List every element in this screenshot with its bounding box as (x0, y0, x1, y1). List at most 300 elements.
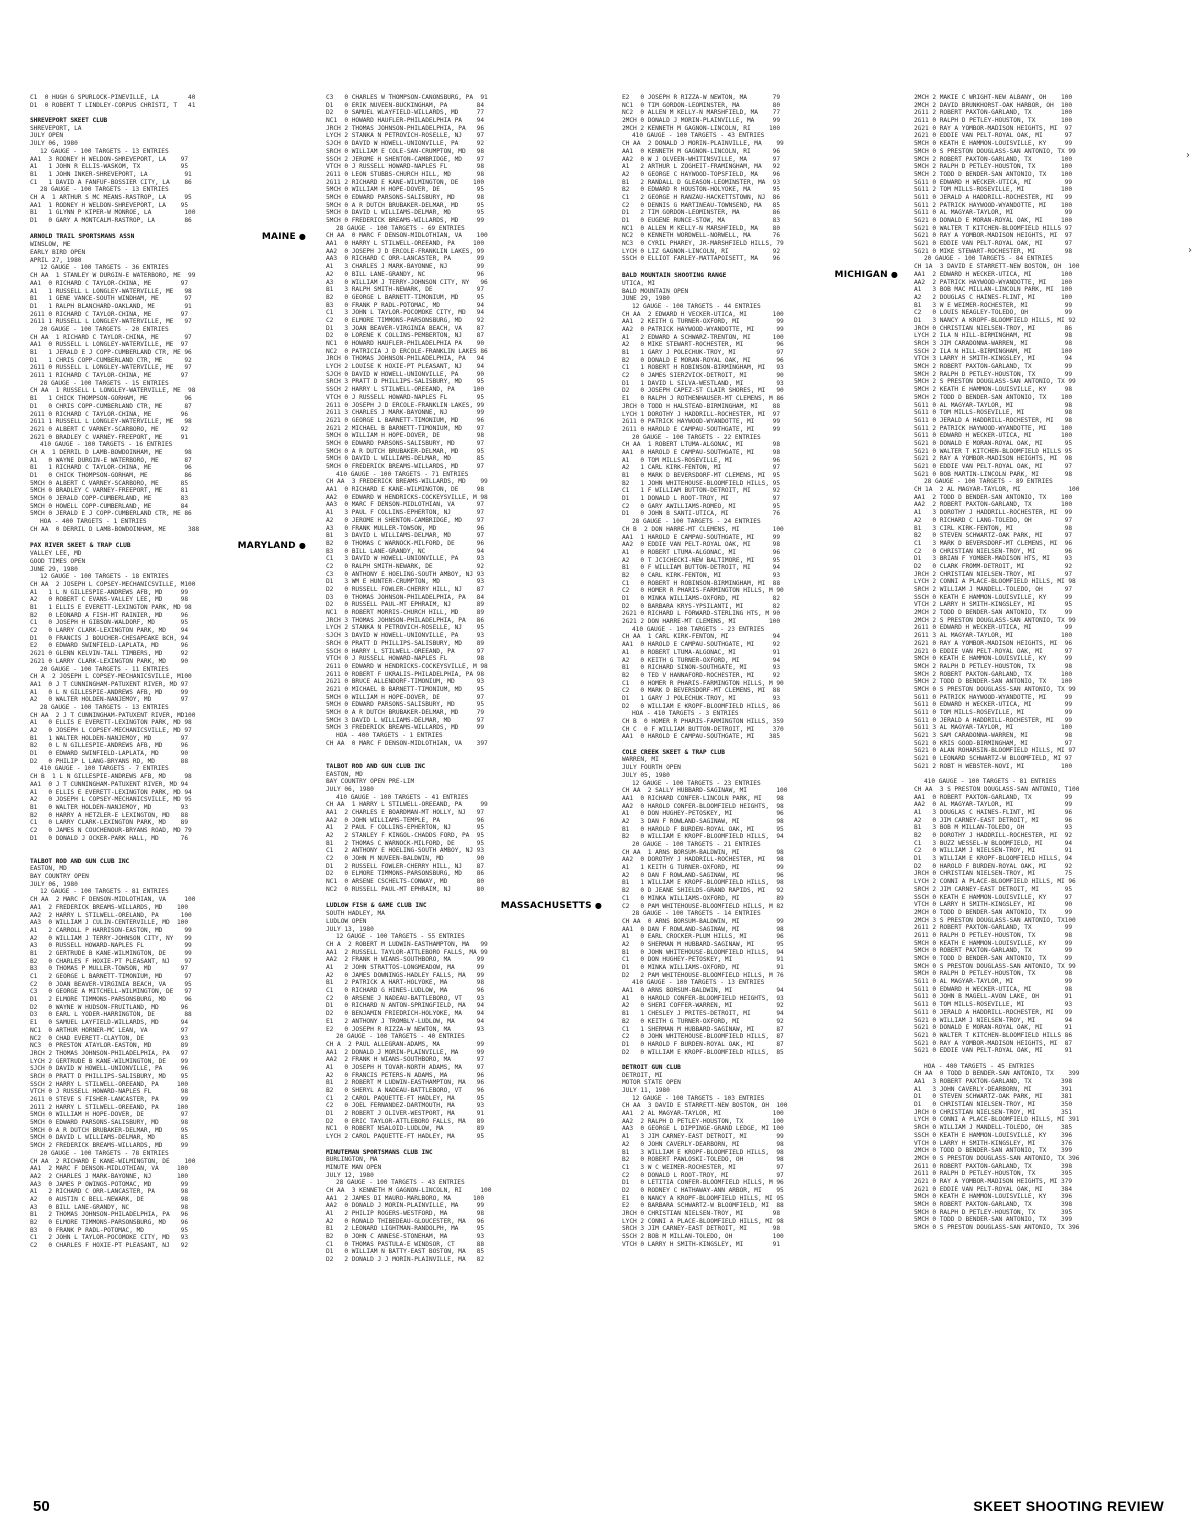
result-line: 2G11 0 RICHARD C TAYLOR-CHINA, ME 97 (30, 310, 189, 318)
event-header: 12 GAUGE - 100 TARGETS - 13 ENTRIES (40, 147, 169, 155)
result-line: A1 0 ROBERT LTUMA-ALGONAC, MI 91 (622, 648, 781, 656)
result-line: NC1 0 ALLEN M KELLY-N MARSHFIELD, MA 80 (622, 224, 781, 232)
result-line: A2 0 WILLIAM J TERRY-JOHNSON CITY, NY 99 (30, 934, 192, 942)
result-line: A1 2 CARROLL P HARRISON-EASTON, MD 99 (30, 926, 192, 934)
result-line: 2MCH 2 TODD D BENDER-SAN ANTONIO, TX 99 (914, 609, 1073, 617)
result-line: A2 0 RONALD THIBEDEAU-GLOUCESTER, MA 96 (326, 1217, 485, 1225)
result-line: SOUTH HADLEY, MA (326, 910, 385, 918)
result-line: CH AA 2 MARC F DENSON-MIDLOTHIAN, VA 100 (30, 896, 196, 904)
result-line: A2 0 GEORGE C HAYWOOD-TOPSFIELD, MA 96 (622, 170, 781, 178)
result-line: A1 2 EDWARD A SCHWARZ-TRENTON, MI 100 (622, 333, 784, 341)
result-line: AA2 0 PATRICK HAYWOOD-WYANDOTTE, MI 99 (622, 325, 784, 333)
result-line: SJCH 0 DAVID W HOWELL-UNIONVILLE, PA 92 (326, 140, 485, 148)
result-line: 5G11 0 PATRICK HAYWOOD-WYANDOTTE, MI 99 (914, 693, 1073, 701)
result-line: 5MCH 0 S PRESTON DOUGLASS-SAN ANTONIO, TX 99 (914, 685, 1076, 693)
result-line: B2 0 GEORGE L BARNETT-TIMONIUM, MD 95 (326, 293, 485, 301)
result-line: AA1 0 HAROLD E CAMPAU-SOUTHGATE, MI 385 (622, 733, 781, 741)
result-line: AA1 3 ROBERT PAXTON-GARLAND, TX 398 (914, 1078, 1073, 1085)
result-line: D1 0 JOHN B SANTI-UTICA, MI 76 (622, 510, 781, 518)
result-line: AA3 0 RICHARD C ORR-LANCASTER, PA 99 (326, 255, 485, 263)
result-line: CH AA 2 SALLY HUBBARD-SAGINAW, MI 100 (622, 787, 788, 795)
result-line: D1 0 ROBERT T LINDLEY-CORPUS CHRISTI, T 41 (30, 101, 196, 109)
result-line: AA1 2 FREDERICK BREAMS-WILLARDS, MD 100 (30, 903, 189, 911)
result-line: C2 0 JAMES N COUCHENOUR-BRYANS ROAD, MD 79 (30, 826, 192, 834)
state-header (30, 232, 306, 241)
result-line: A2 3 DAN F ROWLAND-SAGINAW, MI 98 (622, 817, 784, 825)
result-line: D1 0 HAROLD F BURDEN-ROYAL OAK, MI 87 (622, 1040, 784, 1048)
result-line: D2 0 WILLIAM E KROPF-BLOOMFIELD HILLS, 85 (622, 1048, 784, 1056)
result-line: 2G11 0 JOSEPH J D ERCOLE-FRANKLIN LAKES, 99 (326, 401, 485, 409)
result-line: C3 0 CHARLES W THOMPSON-CANONSBURG, PA 91 (326, 94, 488, 101)
result-line: WARREN, MI (622, 756, 659, 764)
result-line: JULY 05, 1980 (622, 771, 670, 779)
result-line: D2 0 ERIC TAYLOR-ATTLEBORO FALLS, MA 89 (326, 1117, 485, 1125)
result-line: AA1 2 MARC F DENSON-MIDLOTHIAN, VA 100 (30, 1165, 189, 1173)
results-column-4 (914, 94, 1190, 1232)
event-header: 28 GAUGE - 100 TARGETS - 14 ENTRIES (632, 910, 761, 918)
result-line: A1 3 JOHN CAVERLY-DEARBORN, MI 391 (914, 1085, 1073, 1093)
result-line: AA2 0 JOHN WILLIAMS-TEMPLE, PA 96 (326, 816, 485, 824)
result-line: D1 0 FRANCIS J BOUCHER-CHESAPEAKE BCH, 94 (30, 634, 189, 642)
result-line: AA3 0 WILLIAM J CULIN-CENTERVILLE, MD 100 (30, 919, 189, 927)
result-line: B2 0 KEITH G TURNER-OXFORD, MI 92 (622, 1017, 784, 1025)
event-header: HOA - 400 TARGETS - 1 ENTRIES (40, 518, 147, 526)
event-header: 20 GAUGE - 100 TARGETS - 84 ENTRIES (924, 255, 1053, 263)
result-line: 2G21 0 EDDIE VAN PELT-ROYAL OAK, MI 97 (914, 647, 1073, 655)
result-line: 5MCH 0 HOWELL COPP-CUMBERLAND, ME 84 (30, 502, 189, 510)
result-line: D1 3 WM E HUNTER-CRUMPTON, MD 93 (326, 578, 485, 586)
result-line: LYCH 2 CONNI A PLACE-BLOOMFIELD HILLS, MI 98 (914, 578, 1076, 586)
result-line: B1 3 WILLIAM E KROPF-BLOOMFIELD HILLS, 98 (622, 1148, 784, 1156)
result-line: JRCH 3 THOMAS JOHNSON-PHILADELPHIA, PA 86 (326, 616, 485, 624)
result-line: C2 0 ELMORE TIMMONS-PARSONSBURG, MD 92 (326, 316, 485, 324)
result-line: CH A 1 ARTHUR S MC MEANS-RASTROP, LA 95 (30, 193, 192, 201)
result-line: 2G21 0 BRADLEY C VARNEY-FREEPORT, ME 91 (30, 433, 189, 441)
result-line: C1 1 DAVID A FANFUF-BOSSIER CITY, LA 86 (30, 178, 192, 186)
result-line: 5MCH 0 EDWARD PARSONS-SALISBURY, MD 95 (326, 701, 485, 709)
result-line: D1 1 CHRIS COPP-CUMBERLAND CTR, ME 92 (30, 356, 192, 364)
result-line: A1 0 EARL CROCKER-PLUM HILLS, MI 96 (622, 933, 784, 941)
result-line: A1 0 JOSEPH H TOVAR-NORTH ADAMS, MA 97 (326, 1063, 485, 1071)
result-line: 5MCH 0 JERALD COPP-CUMBERLAND, ME 83 (30, 495, 189, 503)
result-line: A1 1 KEITH G TURNER-OXFORD, MI 99 (622, 864, 784, 872)
event-header: 20 GAUGE - 100 TARGETS - 22 ENTRIES (632, 433, 761, 441)
spacer (326, 755, 602, 763)
result-line: AA1 0 RICHARD CONFER-LINCOLN PARK, MI 98 (622, 794, 784, 802)
result-line: AA3 0 MARC F DENSON-MIDLOTHIAN, VA 97 (326, 501, 485, 509)
result-line: A1 0 ROBERT LTUMA-ALGONAC, MI 96 (622, 548, 781, 556)
result-line: B2 0 ROBERT PAWLOSKI-TOLEDO, OH 98 (622, 1156, 784, 1164)
result-line: C1 0 DON HUGHEY-PETOSKEY, MI 91 (622, 956, 784, 964)
result-line: B1 2 ROBERT M LUDWIN-EASTHAMPTON, MA 96 (326, 1079, 485, 1087)
result-line: CH AA 2 J T CUNNINGHAM-PATUXENT RIVER, MD100 (30, 711, 196, 719)
state-header (326, 901, 602, 910)
result-line: C1 2 GEORGE H RANZAU-HACKETTSTOWN, NJ 86 (622, 193, 781, 201)
result-line: 5MCH 0 A R DUTCH BRUBAKER-DELMAR, MD 95 (326, 201, 485, 209)
result-line: NC1 0 ARTHUR HORNER-MC LEAN, VA 97 (30, 1026, 189, 1034)
result-line: C2 0 CHARLES F HOXIE-PT PLEASANT, NJ 92 (30, 1242, 189, 1250)
result-line: 2G21 0 RAY A YOMBOR-MADISON HEIGHTS, MI 379 (914, 1177, 1073, 1185)
result-line: 5MCH 0 KEATH E HAMMON-LOUISVILLE, KY 99 (914, 655, 1073, 663)
event-header: 410 GAUGE - 100 TARGETS - 7 ENTRIES (40, 765, 169, 773)
result-line: JULY 13, 1980 (326, 925, 374, 933)
result-line: 2G21 0 EDDIE VAN PELT-ROYAL OAK, MI 384 (914, 1185, 1073, 1193)
result-line: B3 0 FRANK P RADL-POTOMAC, MD 95 (30, 1226, 189, 1234)
result-line: D1 3 JOAN BEAVER-VIRGINIA BEACH, VA 87 (326, 324, 485, 332)
result-line: CH AA 0 ARNS BORSUM-BALDWIN, MI 99 (622, 917, 784, 925)
result-line: A1 2 PHILIP ROGERS-WESTFORD, MA 98 (326, 1210, 485, 1217)
result-line: A3 0 BILL LANE-GRANDY, NC 98 (30, 1203, 189, 1211)
result-line: 5G21 0 DONALD E MORAN-ROYAL OAK, MI 95 (914, 439, 1073, 447)
result-line: A1 3 JIM CARNEY-EAST DETROIT, MI 99 (622, 1133, 784, 1141)
result-line: JULY 11, 1980 (622, 1087, 670, 1094)
result-line: CH 1A 2 AL MAGYAR-TAYLOR, MI 100 (914, 486, 1080, 494)
result-line: B1 3 BOB M MILLAN-TOLEDO, OH 93 (914, 824, 1073, 832)
result-line: 5MCH 0 ROBERT PAXTON-GARLAND, TX 398 (914, 1201, 1073, 1208)
state-label: MICHIGAN ● (835, 270, 898, 280)
result-line: 5MCH 0 EDWARD PARSONS-SALISBURY, MD 98 (30, 1119, 189, 1127)
result-line: 5MCH 2 KEATH E HAMMON-LOUISVILLE, KY 98 (914, 386, 1073, 394)
event-header: 20 GAUGE - 100 TARGETS - 20 ENTRIES (40, 325, 169, 333)
result-line: SRCH 0 WILLIAM E COLE-SAN-CRUMPTON, MD 98 (326, 147, 485, 155)
result-line: E2 0 BARBARA SCHWARTZ-W BLOOMFIELD, MI 88 (622, 1202, 784, 1210)
result-line: A2 0 MIKE STEWART-ROCHESTER, MI 96 (622, 341, 784, 349)
result-line: B1 1 WILLIAM E KROPF-BLOOMFIELD HILLS, 98 (622, 879, 784, 887)
result-line: AA1 2 RUSSELL TAYLOR-ATTLEBORO FALLS, MA 99 (326, 948, 488, 956)
result-line: 2G11 0 RICHARD C TAYLOR-CHINA, ME 96 (30, 410, 189, 418)
result-line: A1 2 ARTHUR L ZOGHEIT-FRAMINGHAM, MA 92 (622, 163, 781, 171)
result-line: C1 0 HOMER R PHARIS-FARMINGTON HILLS, M 90 (622, 679, 784, 687)
result-line: A2 1 CARL KIRK-FENTON, MI 97 (622, 464, 781, 472)
result-line: 5G11 2 TOM MILLS-ROSEVILLE, MI 100 (914, 186, 1073, 194)
result-line: B1 1 GARY J POLECHUK-TROY, MI 97 (622, 349, 784, 356)
result-line: 5G21 0 RAY A YOMBOR-MADISON HEIGHTS, MI 87 (914, 1039, 1073, 1047)
result-line: D1 0 STEVEN SCHWARTZ-OAK PARK, MI 381 (914, 1093, 1073, 1101)
result-line: 5MCH 0 RALPH D PETLEY-HOUSTON, TX 98 (914, 970, 1073, 978)
result-line: 2G11 0 ROBERT F UKRALIS-PHILADELPHIA, PA 98 (326, 670, 485, 678)
result-line: 2MCH 3 S PRESTON DOUGLASS-SAN ANTONIO, TX100 (914, 916, 1076, 924)
result-line: C1 3 W C WEIMER-ROCHESTER, MI 97 (622, 1163, 784, 1171)
result-line: CH AA 2 EDWARD H VECKER-UTICA, MI 100 (622, 310, 784, 318)
result-line: SRCH 3 PRATT D PHILLIPS-SALISBURY, MD 95 (326, 378, 485, 386)
result-line: 5MCH 0 KEATH E HAMMON-LOUISVILLE, KY 99 (914, 140, 1073, 148)
result-line: CH AA 0 MARC F DENSON-MIDLOTHIAN, VA 397 (326, 739, 488, 747)
result-line: 5G11 0 JERALD A HADDRILL-ROCHESTER, MI 99 (914, 1008, 1073, 1016)
result-line: 5G21 3 SAM CARADONNA-WARREN, MI 98 (914, 732, 1073, 740)
result-line: AA1 2 AL MAGYAR-TAYLOR, MI 100 (622, 1110, 784, 1118)
result-line: 5G11 0 JERALD A HADDRILL-ROCHESTER, MI 99 (914, 193, 1073, 201)
publication-title: SKEET SHOOTING REVIEW (973, 1498, 1164, 1514)
result-line: SJCH 0 DAVID W HOWELL-UNIONVILLE, PA 90 (326, 370, 485, 378)
result-line: SJCH 0 DAVID W HOWELL-UNIONVILLE, PA 96 (30, 1065, 189, 1073)
result-line: SSCH 0 KEATH E HAMMON-LOUISVILLE, KY 396 (914, 1131, 1073, 1139)
spacer (30, 842, 306, 850)
result-line: WINSLOW, ME (30, 241, 71, 249)
result-line: B1 3 W E WEIMER-ROCHESTER, MI 99 (914, 301, 1073, 309)
result-line: D2 0 LORENE K COLLINS-PEMBERTON, NJ 87 (326, 332, 485, 340)
result-line: BURLINGTON, MA (326, 1156, 378, 1164)
result-line: CH AA 1 ROBERT LTUMA-ALGONAC, MI 98 (622, 441, 781, 449)
result-line: A2 0 WALTER HOLDEN-NANJEMOY, MD 97 (30, 696, 189, 704)
result-line: A2 0 AUSTIN C BELL-NEWARK, DE 98 (30, 1195, 189, 1203)
result-line: 5MCH 3 DAVID L WILLIAMS-DELMAR, MD 97 (326, 716, 485, 724)
result-line: B1 1 GENE VANCE-SOUTH WINDHAM, ME 97 (30, 295, 192, 303)
result-line: EASTON, MD (326, 770, 363, 778)
result-line: C1 2 JOHN L TAYLOR-POCOMOKE CITY, MD 93 (30, 1234, 189, 1242)
result-line: AA1 1 RODNEY H WELDON-SHREVEPORT, LA 95 (30, 201, 189, 209)
result-line: C2 0 JOHN M NUVEEN-BALDWIN, MD 90 (326, 855, 485, 863)
result-line: D1 2 ROBERT J OLIVER-WESTPORT, MA 91 (326, 1110, 485, 1118)
result-line: D2 0 SAMUEL WLAYFIELD-WILLARDS, MD 77 (326, 109, 485, 117)
result-line: 5MCH 0 A R DUTCH BRUBAKER-DELMAR, MD 95 (30, 1126, 189, 1134)
result-line: 5MCH 0 S PRESTON DOUGLASS-SAN ANTONIO, TX 396 (914, 1224, 1080, 1232)
event-header: 12 GAUGE - 100 TARGETS - 103 ENTRIES (632, 1094, 765, 1102)
result-line: 2MCH 0 DONALD J MORIN-PLAINVILLE, MA 99 (622, 117, 781, 125)
result-line: 2MCH 2 DAVID BRUNKHORST-OAK HARBOR, OH 100 (914, 101, 1073, 109)
state-label: MAINE ● (262, 232, 306, 242)
result-line: 2G11 0 ROBERT PAXTON-GARLAND, TX 398 (914, 1162, 1073, 1170)
result-line: SSCH 2 BOB M MILLAN-TOLEDO, OH 100 (622, 1233, 784, 1241)
result-line: 5G21 0 ALAN ROHARSIN-BLOOMFIELD HILLS, MI 97 (914, 747, 1076, 755)
result-line: 5MCH 0 WILLIAM H HOPE-DOVER, DE 98 (326, 432, 485, 440)
result-line: D2 0 WAYNE W HUDSON-FRUITLAND, MD 96 (30, 1003, 189, 1011)
result-line: 2G11 1 RUSSELL L LONGLEY-WATERVILLE, ME 98 (30, 418, 192, 426)
result-line: A2 0 JAMES DOWNINGS-HADLEY FALLS, MA 99 (326, 971, 485, 979)
result-line: A2 2 STANLEY F KINGOL-CHADDS FORD, PA 95 (326, 832, 485, 839)
result-line: 2G11 3 AL MAGYAR-TAYLOR, MI 100 (914, 632, 1073, 640)
result-line: VTCH 0 J RUSSELL HOWARD-NAPLES FL 95 (326, 393, 485, 401)
result-line: AA2 0 AL MAGYAR-TAYLOR, MI 99 (914, 801, 1073, 809)
result-line: C1 1 ROBERT H ROBINSON-BIRMINGHAM, MI 93 (622, 364, 784, 372)
result-line: CH 1A 3 DAVID E STARRETT-NEW BOSTON, OH 100 (914, 263, 1080, 271)
result-line: B2 0 HARRY A HETZLER-E LEXINGTON, MD 88 (30, 811, 189, 819)
result-line: B2 0 SHERYL A NADEAU-BATTLEBORO, VT 96 (326, 1087, 485, 1094)
result-line: AA1 0 KENNETH M GAGNON-LINCOLN, RI 96 (622, 147, 781, 155)
result-line: B1 2 THOMAS JOHNSON-PHILADELPHIA, PA 96 (30, 1211, 189, 1219)
result-line: B1 2 LEONARD LIGHTMAN-RANDOLPH, MA 95 (326, 1225, 485, 1233)
result-line: A2 2 DOUGLAS C HAINES-FLINT, MI 100 (914, 293, 1073, 301)
result-line: 2G11 2 ROBERT PAXTON-GARLAND, TX 100 (914, 109, 1073, 117)
result-line: C1 0 ROBERT H ROBINSON-BIRMINGHAM, MI 88 (622, 579, 781, 587)
result-line: SSCH 2 HARRY L STILWELL-OREEAND, PA 100 (30, 1080, 189, 1088)
result-line: AA2 0 JOSEPH J D ERCOLE-FRANKLIN LAKES, 99 (326, 247, 485, 255)
result-line: A2 0 BILL LANE-GRANDY, NC 96 (326, 270, 485, 278)
result-line: NC1 0 ARSENE CSCHELTS-CONWAY, MD 80 (326, 878, 485, 886)
result-line: EARLY BIRD OPEN (30, 249, 86, 257)
result-line: A2 0 SHERI COFFER-WARREN, MI 92 (622, 1002, 784, 1010)
result-line: C1 0 JOSEPH H GIBSON-WALDORF, MD 95 (30, 619, 189, 627)
result-line: 2G21 0 BRUCE ALLENDORF-TIMONIUM, MD 93 (326, 678, 485, 686)
state-label: MASSACHUSETTS ● (501, 901, 602, 911)
result-line: 2MCH 0 TODD D BENDER-SAN ANTONIO, TX 99 (914, 908, 1073, 916)
result-line: AA2 0 DOROTHY J HADDRILL-ROCHESTER, MI 98 (622, 856, 784, 864)
result-line: NC3 0 CYRIL PHAREY, JR-MARSHFIELD HILLS, 79 (622, 240, 784, 248)
result-line: AA1 2 JAMES DI MAURO-MARLBORO, MA 100 (326, 1194, 485, 1202)
state-label: MARYLAND ● (238, 541, 306, 551)
page-number: 50 (33, 1498, 50, 1515)
result-line: CH AA 1 RICHARD C TAYLOR-CHINA, ME 97 (30, 333, 192, 341)
result-line: B1 3 DAVID L WILLIAMS-DELMAR, MD 97 (326, 532, 485, 540)
result-line: B2 0 DOROTHY J HADDRILL-ROCHESTER, MI 92 (914, 832, 1073, 839)
result-line: C2 0 RALPH SMITH-NEWARK, DE 92 (326, 562, 485, 570)
result-line: A2 0 FRANCIS PETERS-N ADAMS, MA 96 (326, 1071, 485, 1079)
result-line: D1 0 CHRISTIAN NIELSEN-TROY, MI 350 (914, 1101, 1073, 1109)
result-line: 5G21 0 DONALD E MORAN-ROYAL OAK, MI 91 (914, 1024, 1073, 1032)
result-line: 2G11 1 RUSSELL L LONGLEY-WATERVILLE, ME 97 (30, 318, 192, 326)
event-header: HOA - 410 TARGETS - 3 ENTRIES (632, 710, 739, 718)
result-line: 5MCH 0 WILLIAM H HOPE-DOVER, DE 95 (326, 186, 485, 194)
result-line: D1 0 WILLIAM N BATTY-EAST BOSTON, MA 85 (326, 1248, 485, 1256)
result-line: A3 0 WILLIAM J TERRY-JOHNSON CITY, NY 96 (326, 278, 488, 286)
result-line: SJCH 3 DAVID W HOWELL-UNIONVILLE, PA 93 (326, 632, 485, 640)
result-line: C2 0 GARY AWILLIAMS-ROMEO, MI 95 (622, 502, 781, 510)
result-line: 5MCH 2 TODD D BENDER-SAN ANTONIO, TX 100 (914, 170, 1073, 178)
result-line: CH AA 3 KENNETH M GAGNON-LINCOLN, RI 100 (326, 1186, 492, 1194)
result-line: LUDLOW OPEN (326, 917, 367, 925)
result-line: 5MCH 0 S PRESTON DOUGLASS-SAN ANTONIO, TX 99 (914, 147, 1076, 155)
result-line: 5MCH 0 A R DUTCH BRUBAKER-DELMAR, MD 79 (326, 709, 485, 716)
result-line: C1 2 ANTHONY E HOELING-SOUTH AMBOY, NJ 93 (326, 847, 485, 855)
result-line: A2 0 JOHN CAVERLY-DEARBORN, MI 98 (622, 1140, 784, 1148)
event-header: HOA - 400 TARGETS - 45 ENTRIES (924, 1062, 1035, 1070)
result-line: D1 3 NANCY A KROPF-BLOOMFIELD HILLS, MI 92 (914, 316, 1076, 324)
result-line: JULY 06, 1980 (30, 880, 78, 888)
event-header: 28 GAUGE - 100 TARGETS - 43 ENTRIES (336, 1179, 465, 1187)
result-line: 5MCH 0 WILLIAM H HOPE-DOVER, DE 97 (326, 693, 485, 701)
result-line: CH AA 1 ARNS BORSUM-BALDWIN, MI 98 (622, 848, 784, 856)
results-column-1 (30, 94, 306, 1250)
result-line: B2 0 DONALD E MORAN-ROYAL OAK, MI 96 (622, 356, 784, 364)
result-line: CH AA 3 DAVID E STARRETT-NEW BOSTON, OH 100 (622, 1102, 788, 1110)
result-line: AA1 2 KEITH G TURNER-OXFORD, MI 99 (622, 318, 784, 326)
result-line: 5G11 0 EDWARD H WECKER-UTICA, MI 99 (914, 701, 1073, 709)
result-line: 5G11 0 JERALD A HADDRILL-ROCHESTER, MI 99 (914, 716, 1073, 724)
club-name: DETROIT GUN CLUB (622, 1063, 681, 1071)
result-line: AA2 2 ROBERT PAXTON-GARLAND, TX 100 (914, 501, 1073, 509)
result-line: B3 0 THOMAS P MULLER-TOWSON, MD 97 (30, 965, 189, 973)
result-line: C2 0 WILLIAM J NIELSEN-TROY, MI 91 (914, 847, 1073, 855)
result-line: CH AA 1 HARRY L STILWELL-OREEAND, PA 99 (326, 801, 488, 809)
result-line: AA1 1 HAROLD E CAMPAU-SOUTHGATE, MI 99 (622, 533, 781, 541)
result-line: 5MCH 0 ALBERT C VARNEY-SCARBORO, ME 85 (30, 479, 189, 487)
result-line: NC1 0 HOWARD HAUFLER-PHILADELPHIA PA 90 (326, 340, 485, 347)
result-line: 2G21 0 GEORGE L BARNETT-TIMONIUM, MD 96 (326, 416, 485, 424)
result-line: 2G11 0 RALPH D PETLEY-HOUSTON, TX 395 (914, 1170, 1073, 1178)
result-line: 5G21 2 ROBT H WEBSTER-NOVI, MI 100 (914, 762, 1073, 770)
result-line: 5G21 0 MIKE STEWART-ROCHESTER, MI 98 (914, 247, 1073, 255)
result-line: CH AA 2 JOSEPH L COPSEY-MECHANICSVILLE, M100 (30, 580, 196, 588)
result-line: SHREVEPORT, LA (30, 124, 82, 132)
result-line: AA2 0 EDWARD W HENDRICKS-COCKEYSVILLE, M 98 (326, 493, 488, 501)
result-line: AA1 0 HARRY L STILWELL-OREEAND, PA 100 (326, 240, 485, 248)
result-line: 2G11 0 EDWARD W HENDRICKS-COCKEYSVILLE, M 98 (326, 662, 488, 670)
result-line: C2 0 MARK D BEVERSDORF-MT CLEMENS, MI 88 (622, 687, 781, 695)
result-line: 5G21 0 WALTER T KITCHEN-BLOOMFIELD HILLS 95 (914, 447, 1073, 455)
result-line: 5MCH 0 A R DUTCH BRUBAKER-DELMAR, MD 95 (326, 447, 485, 455)
result-line: CH AA 3 S PRESTON DOUGLASS-SAN ANTONIO, T100 (914, 785, 1080, 793)
spacer (622, 741, 898, 749)
result-line: A2 0 JIM CARNEY-EAST DETROIT, MI 96 (914, 816, 1073, 824)
result-line: 5MCH 0 WILLIAM H HOPE-DOVER, DE 97 (30, 1111, 189, 1119)
result-line: SRCH 2 JIM CARNEY-EAST DETROIT, MI 95 (914, 885, 1073, 893)
result-line: JRCH 0 TODD H HALSTEAD-BIRMINGHAM, MI 88 (622, 402, 781, 410)
result-line: AA3 0 GEORGE L DIPPINGE-GRAND LEDGE, MI 100 (622, 1125, 784, 1133)
result-line: 2G11 3 CHARLES J MARK-BAYONNE, NJ 99 (326, 409, 485, 417)
result-line: 5G21 0 WALTER T KITCHEN-BLOOMFIELD HILLS 97 (914, 224, 1073, 232)
result-line: CH AA 0 DERRIL D LAMB-BOWDOINHAM, ME 388 (30, 525, 200, 533)
result-line: MOTOR STATE OPEN (622, 1079, 681, 1087)
result-line: 2G21 0 RICHARD L FORWARD-STERLING HTS, M 90 (622, 610, 781, 618)
result-line: 5MCH 0 DAVID L WILLIAMS-DELMAR, MD 95 (326, 209, 485, 217)
result-line: SSCH 2 ILA N HILL-BIRMINGHAM, MI 100 (914, 347, 1073, 355)
result-line: A1 3 BOB MAC MILLAN-LINCOLN PARK, MI 100 (914, 286, 1073, 294)
result-line: B1 3 CIRL KIRK-FENTON, MI 98 (914, 524, 1073, 532)
result-line: NC2 0 KENNETH WORDWELL-NORWELL, MA 76 (622, 232, 781, 240)
result-line: A2 0 ROBERT C EVANS-VALLEY LEE, MD 98 (30, 596, 189, 604)
result-line: E2 0 JOSEPH R RIZZA-W NEWTON, MA 93 (326, 1025, 485, 1033)
result-line: C1 3 BUZZ WESSEL-W BLOOMFIELD, MI 94 (914, 839, 1073, 847)
result-line: A3 0 FRANK MULLER-TOWSON, MD 96 (326, 524, 485, 532)
result-line: AA1 3 RODNEY H WELDON-SHREVEPORT, LA 97 (30, 155, 189, 163)
result-line: A2 0 RICHARD C LANG-TOLEDO, OH 97 (914, 516, 1073, 524)
result-line: 5G11 2 PATRICK HAYWOOD-WYANDOTTE, MI 100 (914, 424, 1073, 432)
result-line: C1 2 CAROL PAQUETTE-FT HADLEY, MA 95 (326, 1094, 485, 1102)
result-line: 5MCH 0 DAVID L WILLIAMS-DELMAR, MD 85 (326, 455, 485, 463)
spacer (326, 747, 602, 755)
result-line: 5MCH 2 S PRESTON DOUGLASS-SAN ANTONIO, TX 99 (914, 378, 1076, 386)
result-line: E2 0 EDWARD SWINFIELD-LAPLATA, MD 96 (30, 642, 189, 650)
result-line: LYCH 2 ILA N HILL-BIRMINGHAM, MI 98 (914, 332, 1073, 340)
result-line: 5G21 0 BOB MARTIN-LINCOLN PARK, MI 98 (914, 470, 1073, 478)
result-line: D1 0 EUGENE RUNCE-STOW, MA 83 (622, 217, 781, 224)
result-line: B1 1 WALTER HOLDEN-NANJEMOY, MD 97 (30, 734, 189, 742)
result-line: A1 0 ELLIS E EVERETT-LEXINGTON PARK, MD 98 (30, 719, 192, 727)
result-line: 2G21 0 RAY A YOMBOR-MADISON HEIGHTS, MI 96 (914, 639, 1073, 647)
result-line: SSCH 0 HARRY L STILWELL-OREEAND, PA 97 (326, 647, 485, 655)
result-line: CH AA 3 FREDERICK BREAMS-WILLARDS, MD 99 (326, 478, 488, 486)
result-line: A1 0 TOM MILLS-ROSEVILLE, MI 96 (622, 456, 781, 464)
spacer (914, 1055, 1190, 1063)
result-line: A1 0 L N GILLESPIE-ANDREWS AFB, MD 99 (30, 688, 189, 696)
result-line: B2 0 L N GILLESPIE-ANDREWS AFB, MD 96 (30, 742, 189, 750)
result-line: A1 3 CHARLES J MARK-BAYONNE, NJ 99 (326, 263, 485, 271)
result-line: AA2 0 HAROLD CONFER-BLOOMFIELD HEIGHTS, 98 (622, 802, 784, 810)
result-line: 2G21 0 RAY A YOMBOR-MADISON HEIGHTS, MI 97 (914, 124, 1073, 132)
result-line: CH A 2 JOSEPH L COPSEY-MECHANICSVILLE, M100 (30, 673, 192, 681)
spacer (30, 109, 306, 117)
result-line: 2G11 0 LEON STUBBS-CHURCH HILL, MD 98 (326, 170, 485, 178)
result-line: LYCH 2 GERTRUDE B KANE-WILMINGTON, DE 99 (30, 1057, 189, 1065)
result-line: A1 2 JOHN STRATTOS-LONGMEADOW, MA 99 (326, 964, 485, 971)
result-line: D2 0 ELMORE TIMMONS-PARSONSBURG, MD 86 (326, 870, 485, 878)
result-line: 5G11 0 TOM MILLS-ROSEVILLE, MI 98 (914, 409, 1073, 417)
result-line: D1 0 RICHARD N ANTON-SPRINGFIELD, MA 94 (326, 1002, 485, 1010)
result-line: D2 0 JOSEPH CAPEZ-ST CLAIR SHORES, MI 90 (622, 387, 784, 395)
result-line: 5MCH 0 TODD D BENDER-SAN ANTONIO, TX 99 (914, 955, 1073, 962)
result-line: 5MCH 2 TODD D BENDER-SAN ANTONIO, TX 100 (914, 393, 1073, 401)
result-line: LYCH 2 STANKA N PETROVICH-ROSELLE, NJ 97 (326, 132, 485, 140)
results-column-2 (326, 94, 602, 1264)
result-line: LYCH 2 CONNI A PLACE-BLOOMFIELD HILLS, MI 98 (622, 1217, 784, 1225)
result-line: 5MCH 2 TODD D BENDER-SAN ANTONIO, TX 100 (914, 678, 1073, 686)
result-line: C1 1 F WILLIAM BUTTON-DETROIT, MI 92 (622, 487, 781, 495)
result-line: JRCH 2 THOMAS JOHNSON-PHILADELPHIA, PA 96 (326, 124, 485, 132)
result-line: 5MCH 0 RALPH D PETLEY-HOUSTON, TX 395 (914, 1208, 1073, 1216)
result-line: JRCH 0 CHRISTIAN NIELSEN-TROY, MI 351 (914, 1108, 1073, 1116)
result-line: CH AA 1 STANLEY W DURGIN-E WATERBORO, ME 99 (30, 272, 196, 280)
result-line: LYCH 1 DOROTHY J HADDRILL-ROCHESTER, MI 97 (622, 410, 781, 418)
result-line: AA2 2 CHARLES J MARK-BAYONNE, NJ 100 (30, 1172, 189, 1180)
